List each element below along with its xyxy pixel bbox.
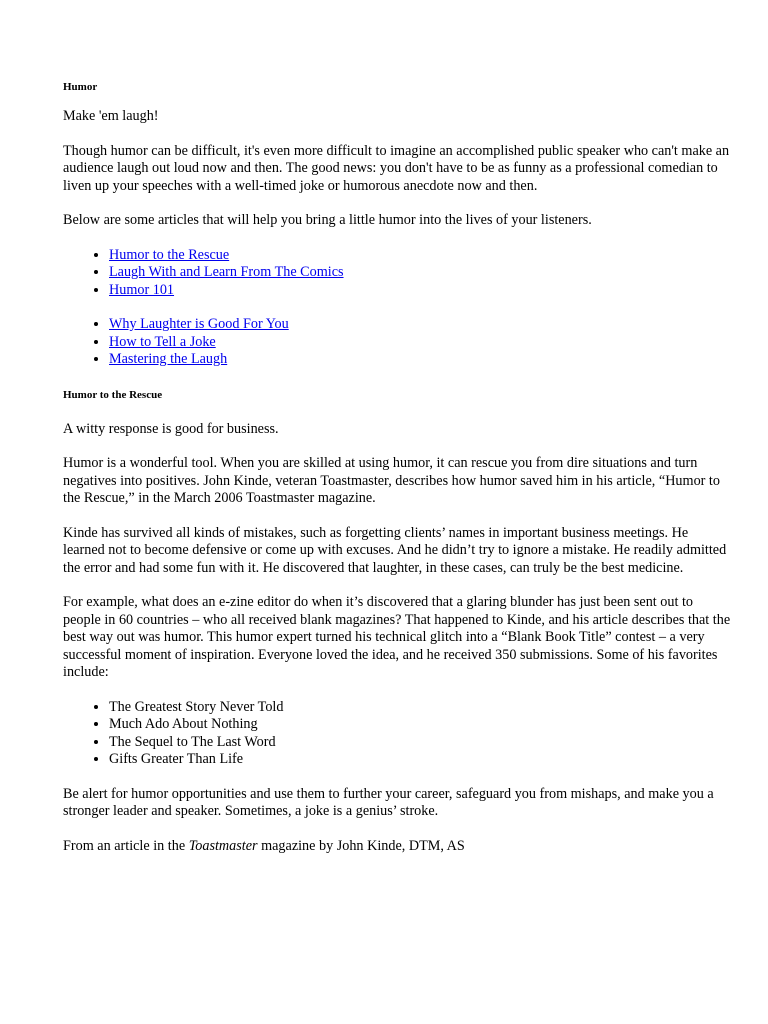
source-citation xyxy=(63,838,733,856)
link-humor-to-the-rescue[interactable]: Humor to the Rescue xyxy=(109,246,230,263)
list-item xyxy=(109,282,733,300)
list-item xyxy=(109,334,733,352)
link-laugh-with-comics[interactable]: Laugh With and Learn From The Comics xyxy=(109,264,344,280)
section-heading-humor: Humor xyxy=(63,81,98,93)
source-magazine-name: Toastmaster xyxy=(188,837,258,854)
body-paragraph-2: Kinde has survived all kinds of mistakes, such as forgetting clients’ names in important business meetings. He learned not to become defensive or come up with excuses. And he didn’t try to ignore a mistake. He readily admitted the error and had some fun with it. He discovered that laughter, in these cases, can truly be the best medicine. xyxy=(63,524,727,576)
list-item: • Much Ado About Nothing xyxy=(109,716,733,734)
link-humor-101[interactable]: Humor 101 xyxy=(109,281,175,298)
document-content xyxy=(63,78,733,872)
source-prefix: From an article in the xyxy=(63,837,189,854)
list-item xyxy=(109,264,733,282)
articles-intro-paragraph: Below are some articles that will help you bring a little humor into the lives of your listeners. xyxy=(63,212,592,228)
link-why-laughter-good[interactable]: Why Laughter is Good For You xyxy=(109,316,289,332)
body-paragraph-4: Be alert for humor opportunities and use them to further your career, safeguard you from mishaps, and make you a stronger leader and speaker. Sometimes, a joke is a genius’ stroke. xyxy=(63,785,714,819)
tagline-witty-response: A witty response is good for business. xyxy=(63,420,279,437)
list-item: • The Greatest Story Never Told xyxy=(109,699,733,717)
tagline-make-em-laugh: Make 'em laugh! xyxy=(63,108,159,124)
article-links-list-1 xyxy=(63,247,733,300)
intro-paragraph: Though humor can be difficult, it's even more difficult to imagine an accomplished public speaker who can't make an audience laugh out loud now and then. The good news: you don't have to be as funny as a professional comedian to liven up your speeches with a well-timed joke or humorous anecdote now and then. xyxy=(63,142,730,194)
source-suffix: magazine by John Kinde, DTM, AS xyxy=(257,837,465,854)
list-item: • Gifts Greater Than Life xyxy=(109,751,733,769)
list-item xyxy=(109,316,733,334)
favorites-list xyxy=(63,699,733,769)
body-paragraph-3: For example, what does an e-zine editor do when it’s discovered that a glaring blunder has just been sent out to people in 60 countries – who all received blank magazines? That happened to Kinde, and his article describes that the best way out was humor. This humor expert turned his technical glitch into a “Blank Book Title” contest – a very successful moment of inspiration. Everyone loved the idea, and he received 350 submissions. Some of his favorites include: xyxy=(63,594,731,680)
list-item xyxy=(109,351,733,369)
list-item xyxy=(109,247,733,265)
list-item: • The Sequel to The Last Word xyxy=(109,734,733,752)
link-mastering-laugh[interactable]: Mastering the Laugh xyxy=(109,351,228,367)
article-links-list-2 xyxy=(63,316,733,369)
body-paragraph-1: Humor is a wonderful tool. When you are skilled at using humor, it can rescue you from dire situations and turn negatives into positives. John Kinde, veteran Toastmaster, describes how humor saved him in his article, “Humor to the Rescue,” in the March 2006 Toastmaster magazine. xyxy=(63,455,720,506)
section-heading-humor-to-the-rescue: Humor to the Rescue xyxy=(63,388,163,401)
link-how-to-tell-joke[interactable]: How to Tell a Joke xyxy=(109,333,216,350)
